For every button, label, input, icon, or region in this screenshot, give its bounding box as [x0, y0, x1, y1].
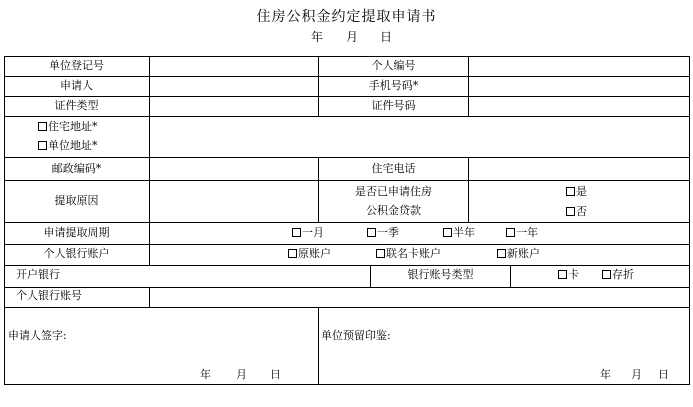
bank-option-joint[interactable]: [376, 247, 441, 261]
personal-no-label: 个人编号: [371, 59, 416, 72]
sign-date-month: 月: [236, 368, 247, 381]
seal-date-day: 日: [658, 368, 669, 381]
work-address-label: 单位地址*: [48, 139, 98, 152]
loan-no-option[interactable]: [566, 205, 587, 219]
seal-date-month: 月: [631, 368, 642, 381]
account-type-passbook-label: 存折: [612, 268, 634, 281]
id-no-label: 证件号码: [371, 99, 416, 112]
account-type-label: 银行账号类型: [407, 268, 474, 281]
postcode-field[interactable]: [150, 158, 318, 180]
period-month-label: 一月: [302, 226, 324, 239]
period-year-label: 一年: [516, 226, 538, 239]
id-type-field[interactable]: [150, 97, 318, 116]
bank-new-label: 新账户: [507, 247, 540, 260]
account-type-passbook-option[interactable]: [602, 268, 634, 282]
id-no-field[interactable]: [469, 97, 689, 116]
bank-option-original[interactable]: [288, 247, 331, 261]
period-quarter-checkbox[interactable]: [367, 228, 376, 237]
applicant-field[interactable]: [150, 77, 318, 96]
postcode-label: 邮政编码*: [51, 162, 102, 175]
open-bank-label: 开户银行: [16, 268, 60, 281]
bank-original-checkbox[interactable]: [288, 249, 297, 258]
bank-original-label: 原账户: [298, 247, 331, 260]
reason-label: 提取原因: [54, 194, 99, 207]
has-loan-question-line1: 是否已申请住房: [355, 185, 432, 198]
sign-date-year: 年: [200, 368, 211, 381]
bank-joint-checkbox[interactable]: [376, 249, 385, 258]
account-type-card-option[interactable]: [558, 268, 579, 282]
period-halfyear-checkbox[interactable]: [443, 228, 452, 237]
loan-no-checkbox[interactable]: [566, 207, 575, 216]
open-bank-field[interactable]: [5, 266, 370, 287]
home-address-option[interactable]: [38, 120, 98, 134]
loan-yes-option[interactable]: [566, 185, 587, 199]
period-option-year[interactable]: [506, 226, 538, 240]
home-address-label: 住宅地址*: [48, 120, 98, 133]
mobile-label: 手机号码*: [368, 79, 419, 92]
personal-bank-no-label: 个人银行账号: [16, 289, 82, 302]
work-address-option[interactable]: [38, 139, 98, 153]
personal-no-field[interactable]: [469, 57, 689, 76]
period-label: 申请提取周期: [43, 226, 110, 239]
period-option-halfyear[interactable]: [443, 226, 475, 240]
personal-bank-no-field[interactable]: [150, 288, 689, 307]
loan-yes-checkbox[interactable]: [566, 187, 575, 196]
bank-new-checkbox[interactable]: [497, 249, 506, 258]
bank-joint-label: 联名卡账户: [386, 247, 441, 260]
address-field[interactable]: [150, 117, 689, 157]
period-halfyear-label: 半年: [453, 226, 475, 239]
account-type-card-label: 卡: [568, 268, 579, 281]
loan-yes-label: 是: [576, 185, 587, 198]
account-type-passbook-checkbox[interactable]: [602, 270, 611, 279]
mobile-field[interactable]: [469, 77, 689, 96]
home-address-checkbox[interactable]: [38, 122, 47, 131]
bank-account-label: 个人银行账户: [43, 247, 110, 260]
period-month-checkbox[interactable]: [292, 228, 301, 237]
reason-field[interactable]: [150, 181, 318, 222]
seal-date-year: 年: [600, 368, 611, 381]
period-option-quarter[interactable]: [367, 226, 399, 240]
date-month-label: 月: [346, 30, 359, 44]
applicant-signature-label: 申请人签字:: [8, 329, 67, 342]
has-loan-question-line2: 公积金贷款: [366, 204, 421, 217]
home-phone-label: 住宅电话: [371, 162, 416, 175]
bank-option-new[interactable]: [497, 247, 540, 261]
id-type-label: 证件类型: [54, 99, 99, 112]
sign-date-day: 日: [270, 368, 281, 381]
unit-seal-label: 单位预留印鉴:: [321, 329, 391, 342]
loan-no-label: 否: [576, 205, 587, 218]
date-day-label: 日: [380, 30, 393, 44]
work-address-checkbox[interactable]: [38, 141, 47, 150]
period-option-month[interactable]: [292, 226, 324, 240]
home-phone-field[interactable]: [469, 158, 689, 180]
applicant-label: 申请人: [60, 79, 93, 92]
page-title: 住房公积金约定提取申请书: [256, 9, 437, 25]
date-year-label: 年: [311, 30, 324, 44]
unit-reg-no-label: 单位登记号: [49, 59, 104, 72]
account-type-card-checkbox[interactable]: [558, 270, 567, 279]
period-year-checkbox[interactable]: [506, 228, 515, 237]
unit-reg-no-field[interactable]: [150, 57, 318, 76]
period-quarter-label: 一季: [377, 226, 399, 239]
